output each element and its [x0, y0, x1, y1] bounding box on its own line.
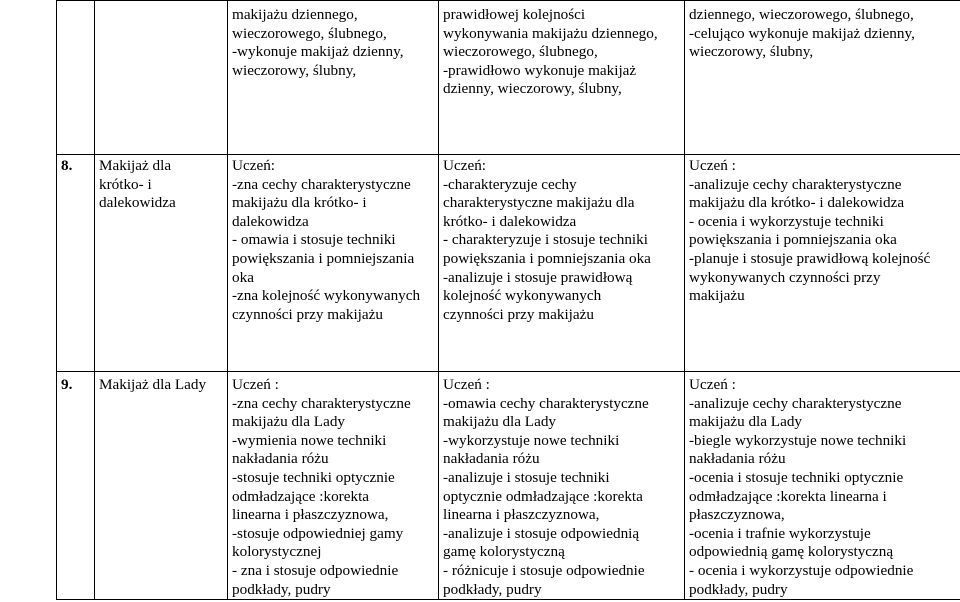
text-line: -ocenia i stosuje techniki optycznie [689, 468, 904, 486]
text-line: podkłady, pudry [443, 580, 542, 598]
text-line: Uczeń : [443, 376, 490, 393]
text-line: oka [232, 268, 254, 286]
requirements-cell [439, 155, 685, 372]
text-line: kolorystycznej [232, 543, 322, 561]
text-line: Uczeń: [232, 157, 276, 174]
requirements-cell [228, 155, 439, 372]
requirements-cell [685, 155, 960, 372]
text-line: -celująco wykonuje makijaż dzienny, [689, 24, 915, 42]
text-line: - ocenia i wykorzystuje odpowiednie [689, 561, 914, 579]
text-line: makijażu dla Lady [443, 413, 557, 431]
row-number: 9. [61, 376, 73, 393]
text-line: -omawia cechy charakterystyczne [443, 394, 649, 412]
topic-line: krótko- i [99, 175, 152, 193]
row-number-cell [57, 1, 95, 155]
topic-line: dalekowidza [99, 194, 176, 212]
curriculum-table [56, 0, 960, 600]
text-line: -stosuje odpowiedniej gamy [232, 524, 404, 542]
text-line: wykonywanych czynności przy [689, 268, 881, 286]
text-line: odmładzające :korekta linearna i [689, 487, 887, 505]
topic-cell [95, 372, 228, 600]
requirements-cell [439, 1, 685, 155]
text-line: - zna i stosuje odpowiednie [232, 561, 399, 579]
text-line: czynności przy makijażu [232, 305, 383, 323]
text-line: płaszczyznowa, [689, 506, 785, 524]
text-line: dzienny, wieczorowy, ślubny, [443, 80, 622, 98]
text-line: dziennego, wieczorowego, ślubnego, [689, 6, 914, 23]
requirements-cell [685, 372, 960, 600]
text-line: odpowiednią gamę kolorystyczną [689, 543, 894, 561]
text-line: -charakteryzuje cechy [443, 175, 577, 193]
text-line: wieczorowy, ślubny, [232, 61, 357, 79]
text-line: dalekowidza [232, 212, 309, 230]
text-line: podkłady, pudry [232, 580, 331, 598]
text-line: powiększania i pomniejszania oka [689, 231, 897, 249]
text-line: gamę kolorystyczną [443, 543, 565, 561]
text-line: -planuje i stosuje prawidłową kolejność [689, 249, 931, 267]
text-line: -ocenia i trafnie wykorzystuje [689, 524, 871, 542]
text-line: linearna i płaszczyznowa, [232, 506, 389, 524]
requirements-cell [685, 1, 960, 155]
text-line: Uczeń : [689, 376, 736, 393]
text-line: wykonywania makijażu dziennego, [443, 24, 658, 42]
text-line: nakładania różu [689, 450, 786, 468]
text-line: makijażu [689, 287, 745, 305]
row-number-cell [57, 155, 95, 372]
text-line: podkłady, pudry [689, 580, 788, 598]
text-line: - ocenia i wykorzystuje techniki [689, 212, 884, 230]
text-line: - różnicuje i stosuje odpowiednie [443, 561, 645, 579]
topic-cell [95, 155, 228, 372]
table-row [57, 155, 960, 372]
requirements-cell [228, 372, 439, 600]
text-line: krótko- i dalekowidza [443, 212, 577, 230]
text-line: -analizuje i stosuje techniki [443, 468, 610, 486]
text-line: -analizuje i stosuje odpowiednią [443, 524, 640, 542]
requirements-cell [439, 372, 685, 600]
text-line: makijażu dla Lady [232, 413, 346, 431]
row-number-cell [57, 372, 95, 600]
text-line: powiększania i pomniejszania [232, 249, 415, 267]
text-line: wieczorowego, ślubnego, [232, 24, 387, 42]
requirements-cell [228, 1, 439, 155]
text-line: -wykonuje makijaż dzienny, [232, 43, 404, 61]
text-line: -stosuje techniki optycznie [232, 468, 395, 486]
text-line: -analizuje cechy charakterystyczne [689, 394, 902, 412]
text-line: makijażu dla krótko- i dalekowidza [689, 194, 905, 212]
text-line: odmładzające :korekta [232, 487, 370, 505]
text-line: kolejność wykonywanych [443, 287, 602, 305]
text-line: -zna cechy charakterystyczne [232, 175, 411, 193]
text-line: nakładania różu [232, 450, 329, 468]
text-line: - omawia i stosuje techniki [232, 231, 396, 249]
text-line: makijażu dziennego, [232, 6, 358, 23]
topic-line: Makijaż dla Lady [99, 376, 207, 393]
text-line: wieczorowego, ślubnego, [443, 43, 598, 61]
text-line: Uczeń: [443, 157, 487, 174]
text-line: -analizuje i stosuje prawidłową [443, 268, 633, 286]
text-line: -zna kolejność wykonywanych [232, 287, 421, 305]
text-line: -wymienia nowe techniki [232, 431, 387, 449]
text-line: prawidłowej kolejności [443, 6, 586, 23]
text-line: wieczorowy, ślubny, [689, 43, 814, 61]
text-line: -prawidłowo wykonuje makijaż [443, 61, 637, 79]
text-line: czynności przy makijażu [443, 305, 594, 323]
text-line: powiększania i pomniejszania oka [443, 249, 651, 267]
text-line: linearna i płaszczyznowa, [443, 506, 600, 524]
text-line: charakterystyczne makijażu dla [443, 194, 635, 212]
table-row [57, 1, 960, 155]
text-line: -biegle wykorzystuje nowe techniki [689, 431, 907, 449]
topic-line: Makijaż dla [99, 157, 172, 174]
text-line: optycznie odmładzające :korekta [443, 487, 643, 505]
row-number: 8. [61, 157, 73, 174]
table-row [57, 372, 960, 600]
text-line: - charakteryzuje i stosuje techniki [443, 231, 648, 249]
text-line: -analizuje cechy charakterystyczne [689, 175, 902, 193]
text-line: -wykorzystuje nowe techniki [443, 431, 620, 449]
text-line: nakładania różu [443, 450, 540, 468]
text-line: Uczeń : [232, 376, 279, 393]
topic-cell [95, 1, 228, 155]
text-line: Uczeń : [689, 157, 736, 174]
text-line: -zna cechy charakterystyczne [232, 394, 411, 412]
text-line: makijażu dla Lady [689, 413, 803, 431]
text-line: makijażu dla krótko- i [232, 194, 367, 212]
